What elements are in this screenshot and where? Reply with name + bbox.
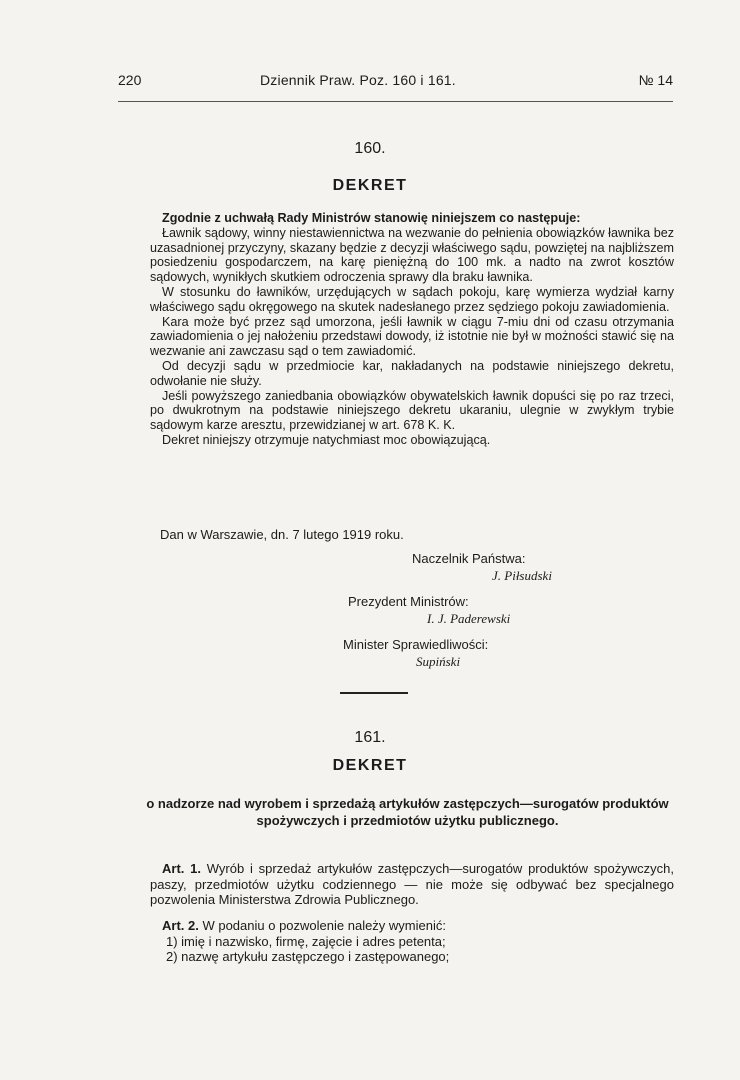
article-2-item: 1) imię i nazwisko, firmę, zajęcie i adres petenta; [166, 933, 446, 949]
article-1-text: Wyrób i sprzedaż artykułów zastępczych—surogatów produktów spożywczych, paszy, przedmiotów użytku codziennego — nie może się odbywać bez specjalnego pozwolenia Ministerstwa Zdrowia Publicznego. [150, 861, 674, 907]
signature-name-pilsudski: J. Piłsudski [492, 568, 552, 583]
decree-160-number: 160. [354, 140, 386, 157]
journal-title: Dziennik Praw. Poz. 160 i 161. [260, 72, 456, 88]
signature-title-justice-minister: Minister Sprawiedliwości: [343, 637, 489, 652]
decree-160-preamble: Zgodnie z uchwałą Rady Ministrów stanowię niniejszem co następuje: [162, 211, 581, 225]
signature-title-prime-minister: Prezydent Ministrów: [348, 594, 469, 609]
article-1 [150, 861, 674, 908]
decree-161-heading: DEKRET [332, 757, 408, 774]
article-2-label: Art. 2. [162, 918, 199, 933]
decree-160-paragraph: Kara może być przez sąd umorzona, jeśli ławnik w ciągu 7-miu dni od czasu otrzymania zawiadomienia o jej nałożeniu przedstawi dowody, iż istotnie nie był w możności stawić się na wezwanie ani zawczasu sąd o tem zawiadomić. [150, 314, 674, 359]
page-number: 220 [118, 72, 142, 88]
signature-name-supinski: Supiński [416, 654, 461, 669]
decree-161-number: 161. [354, 729, 386, 746]
decree-160-paragraph: Jeśli powyższego zaniedbania obowiązków obywatelskich ławnik dopuści się po raz trzeci, po dwukrotnym na podstawie niniejszego dekretu ukaraniu, ulegnie w zwykłym trybie sądowym karze aresztu, przewidzianej w art. 678 K. K. [150, 388, 674, 433]
article-2-text: W podaniu o pozwolenie należy wymienić: [202, 918, 446, 933]
signature-name-paderewski: I. J. Paderewski [427, 611, 511, 626]
article-1-label: Art. 1. [162, 861, 201, 876]
signature-title-head-of-state: Naczelnik Państwa: [412, 551, 526, 566]
decree-160-enactment: Dekret niniejszy otrzymuje natychmiast moc obowiązującą. [162, 432, 491, 447]
decree-160-date: Dan w Warszawie, dn. 7 lutego 1919 roku. [160, 527, 404, 542]
page-header [118, 72, 673, 92]
decree-160-paragraph: W stosunku do ławników, urzędujących w sądach pokoju, karę wymierza wydział karny właściwego sądu okręgowego na skutek nadesłanego przez sędziego pokoju zawiadomienia. [150, 284, 674, 314]
section-divider [340, 692, 408, 694]
decree-160-body [150, 211, 674, 448]
issue-number: № 14 [638, 72, 673, 88]
article-2-item: 2) nazwę artykułu zastępczego i zastępowanego; [166, 949, 450, 964]
decree-160-paragraph: Od decyzji sądu w przedmiocie kar, nakładanych na podstawie niniejszego dekretu, odwołanie nie służy. [150, 358, 674, 388]
decree-160-paragraph: Ławnik sądowy, winny niestawiennictwa na wezwanie do pełnienia obowiązków ławnika bez uzasadnionej przyczyny, skazany będzie z decyzji właściwego sądu, powziętej na najbliższem posiedzeniu gospodarczem, na karę pieniężną do 100 mk. a nadto na zwrot kosztów sądowych, wynikłych skutkiem odroczenia sprawy dla braku ławnika. [150, 225, 674, 285]
decree-160-heading: DEKRET [332, 177, 408, 194]
header-rule [118, 101, 673, 102]
decree-161-subtitle: o nadzorze nad wyrobem i sprzedażą artykułów zastępczych—surogatów produktów spożywczych i przedmiotów użytku publicznego. [146, 796, 669, 828]
article-2 [150, 918, 674, 965]
